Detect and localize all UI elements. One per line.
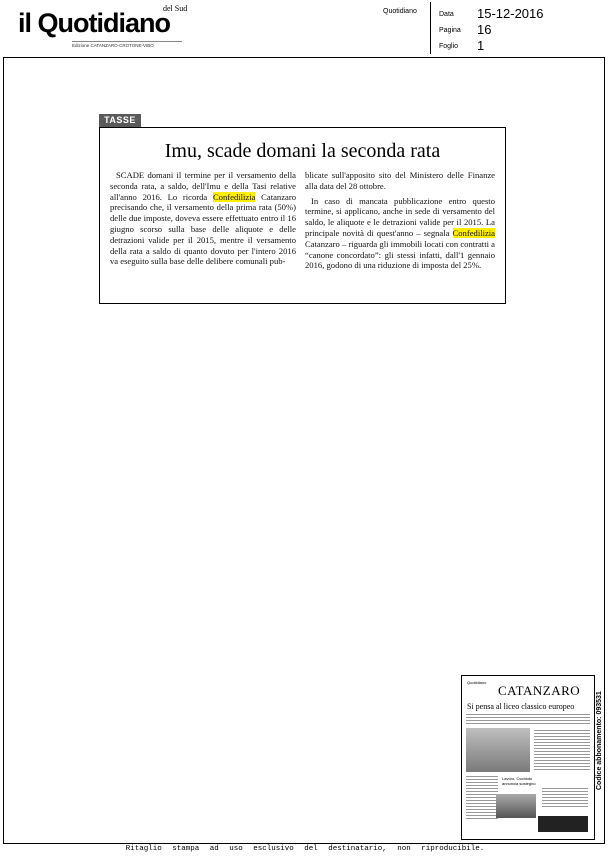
thumbnail-text-lines [542, 788, 588, 809]
highlighted-term: Confedilizia [212, 191, 256, 202]
meta-value: 16 [477, 22, 492, 37]
newspaper-logo: il Quotidiano [18, 8, 170, 38]
meta-label: Foglio [439, 43, 459, 50]
meta-value: 1 [477, 38, 485, 53]
meta-value: 15-12-2016 [477, 6, 544, 21]
article-headline: Imu, scade domani la seconda rata [164, 140, 441, 162]
thumbnail-text-lines [534, 730, 590, 772]
masthead [0, 0, 610, 56]
meta-label: Pagina [439, 27, 461, 34]
section-badge: TASSE [99, 114, 141, 127]
thumbnail-photo [466, 728, 530, 772]
thumbnail-brand: Quotidiano [467, 680, 487, 685]
article-box [99, 127, 506, 304]
footer-notice: Ritaglio stampa ad uso esclusivo del destinatario, non riproducibile. [125, 845, 485, 853]
publication-type: Quotidiano [383, 8, 417, 15]
meta-page [439, 22, 492, 37]
thumbnail-ad-block [538, 816, 588, 832]
thumbnail-text-lines [466, 714, 590, 726]
meta-sheet [439, 38, 485, 53]
thumbnail-text-lines [466, 776, 498, 821]
meta-label: Data [439, 11, 454, 18]
logo-tagline: Edizione CATANZARO-CROTONE-VIBO [72, 41, 182, 48]
thumbnail-subheadline: Lavoro, Occhiuto annuncia sostegno [502, 776, 536, 786]
paragraph: SCADE domani il termine per il versamento della seconda rata, a saldo, dell'Imu e della Tasi relative all'anno 2016. Lo ricorda Confedilizia Catanzaro precisando che, il versamento della prima rata (50%) delle due imposte, doveva essere effettuato entro il 16 giugno scorso sulla base delle aliquote e delle detrazioni valide per il 2015, mentre il versamento della rata a saldo di quanto dovuto per l'intero 2016 va eseguito sulla base delle delibere comunali pub- [110, 170, 296, 267]
thumbnail-photo [496, 794, 536, 818]
meta-box [430, 2, 609, 54]
article-column-2 [305, 170, 495, 271]
highlighted-term: Confedilizia [452, 227, 495, 238]
subscription-code: Codice abbonamento: 093531 [596, 691, 603, 790]
page-thumbnail [461, 675, 595, 840]
meta-date [439, 6, 544, 21]
article-column-1 [110, 170, 296, 267]
paragraph: In caso di mancata pubblicazione entro questo termine, si applicano, anche in sede di versamento del saldo, le aliquote e le detrazioni valide per il 2015. La principale novità di quest'anno – segnala Confedilizia Catanzaro – riguarda gli immobili locati con contratti a “canone concordato”: gli stessi infatti, dall'1 gennaio 2016, godono di una riduzione di imposta del 25%. [305, 195, 495, 271]
logo-suffix: del Sud [163, 4, 188, 13]
thumbnail-section: CATANZARO [498, 683, 581, 698]
paragraph: blicate sull'apposito sito del Ministero delle Finanze alla data del 28 ottobre. [305, 170, 495, 191]
thumbnail-headline: Si pensa al liceo classico europeo [467, 702, 575, 711]
